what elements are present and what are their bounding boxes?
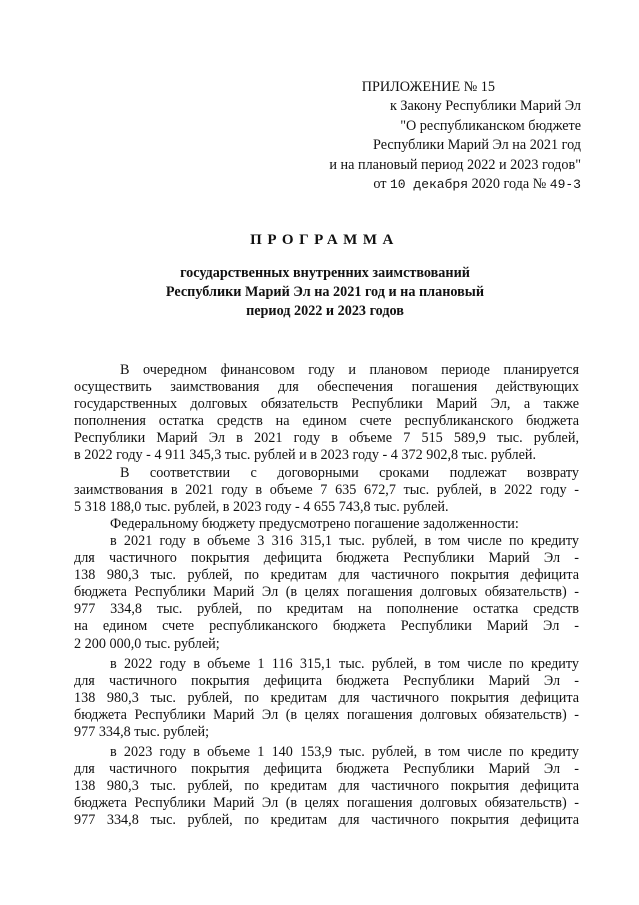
document-subtitle — [130, 264, 520, 321]
subtitle-line-2: Республики Марий Эл на 2021 год и на плановый — [165, 284, 485, 300]
appendix-number: ПРИЛОЖЕНИЕ № 15 — [361, 79, 495, 95]
body-line: на едином счете республиканского бюджета Республики Марий Эл - — [74, 618, 579, 635]
body-line: 977 334,8 тыс. рублей, по кредитам на пополнение остатка средств — [74, 601, 579, 618]
body-line: 138 980,3 тыс. рублей, по кредитам для частичного покрытия дефицита — [74, 778, 579, 795]
body-line: в 2021 году в объеме 3 316 315,1 тыс. рублей, в том числе по кредиту — [110, 532, 579, 549]
body-line: 977 334,8 тыс. рублей; — [74, 723, 210, 740]
subtitle-line-1: государственных внутренних заимствований — [180, 265, 470, 281]
appendix-date-line — [281, 175, 581, 194]
document-title: ПРОГРАММА — [250, 232, 399, 248]
body-line: для частичного покрытия дефицита бюджета Республики Марий Эл - — [74, 672, 579, 689]
body-line: Республики Марий Эл в 2021 году в объеме 7 515 589,9 тыс. рублей, — [74, 430, 579, 447]
body-line: 5 318 188,0 тыс. рублей, в 2023 году - 4 655 743,8 тыс. рублей. — [74, 498, 449, 515]
body-line: осуществить заимствования для обеспечения погашения действующих — [74, 379, 579, 396]
body-line: в 2022 году в объеме 1 116 315,1 тыс. рублей, в том числе по кредиту — [110, 655, 579, 672]
body-line: бюджета Республики Марий Эл (в целях погашения долговых обязательств) - — [74, 584, 579, 601]
body-line: в 2022 году - 4 911 345,3 тыс. рублей и в 2023 году - 4 372 902,8 тыс. рублей. — [74, 447, 537, 464]
body-line: для частичного покрытия дефицита бюджета Республики Марий Эл - — [74, 550, 579, 567]
appendix-date: 10 декабря — [390, 177, 469, 193]
subtitle-line-3: период 2022 и 2023 годов — [246, 303, 404, 319]
body-line: государственных долговых обязательств Республики Марий Эл, а также — [74, 396, 579, 413]
body-line: В очередном финансовом году и плановом периоде планируется — [120, 362, 579, 378]
body-line: 2 200 000,0 тыс. рублей; — [74, 635, 220, 652]
appendix-law-title-3: и на плановый период 2022 и 2023 годов" — [329, 156, 581, 173]
appendix-header — [281, 78, 581, 194]
appendix-law-title-1: "О республиканском бюджете — [400, 117, 581, 134]
body-line: Федеральному бюджету предусмотрено погашение задолженности: — [110, 515, 519, 532]
body-line: бюджета Республики Марий Эл (в целях погашения долговых обязательств) - — [74, 706, 579, 723]
body-line: заимствования в 2021 году в объеме 7 635 672,7 тыс. рублей, в 2022 году - — [74, 481, 579, 498]
appendix-law-reference: к Закону Республики Марий Эл — [389, 98, 581, 115]
body-line: в 2023 году в объеме 1 140 153,9 тыс. рублей, в том числе по кредиту — [110, 744, 579, 761]
body-line: В соответствии с договорными сроками подлежат возврату — [120, 464, 579, 481]
body-line: 138 980,3 тыс. рублей, по кредитам для частичного покрытия дефицита — [74, 689, 579, 706]
appendix-date-prefix: от — [373, 176, 387, 193]
body-line: 977 334,8 тыс. рублей, по кредитам для частичного покрытия дефицита — [74, 812, 579, 829]
body-line: для частичного покрытия дефицита бюджета Республики Марий Эл - — [74, 761, 579, 778]
body-line: пополнения остатка средств на едином счете республиканского бюджета — [74, 413, 579, 430]
document-body — [74, 362, 579, 830]
appendix-year: 2020 года № — [471, 176, 547, 193]
body-line: бюджета Республики Марий Эл (в целях погашения долговых обязательств) - — [74, 795, 579, 812]
appendix-law-title-2: Республики Марий Эл на 2021 год — [373, 137, 581, 154]
body-line: 138 980,3 тыс. рублей, по кредитам для частичного покрытия дефицита — [74, 567, 579, 584]
appendix-law-number: 49-3 — [549, 177, 581, 193]
